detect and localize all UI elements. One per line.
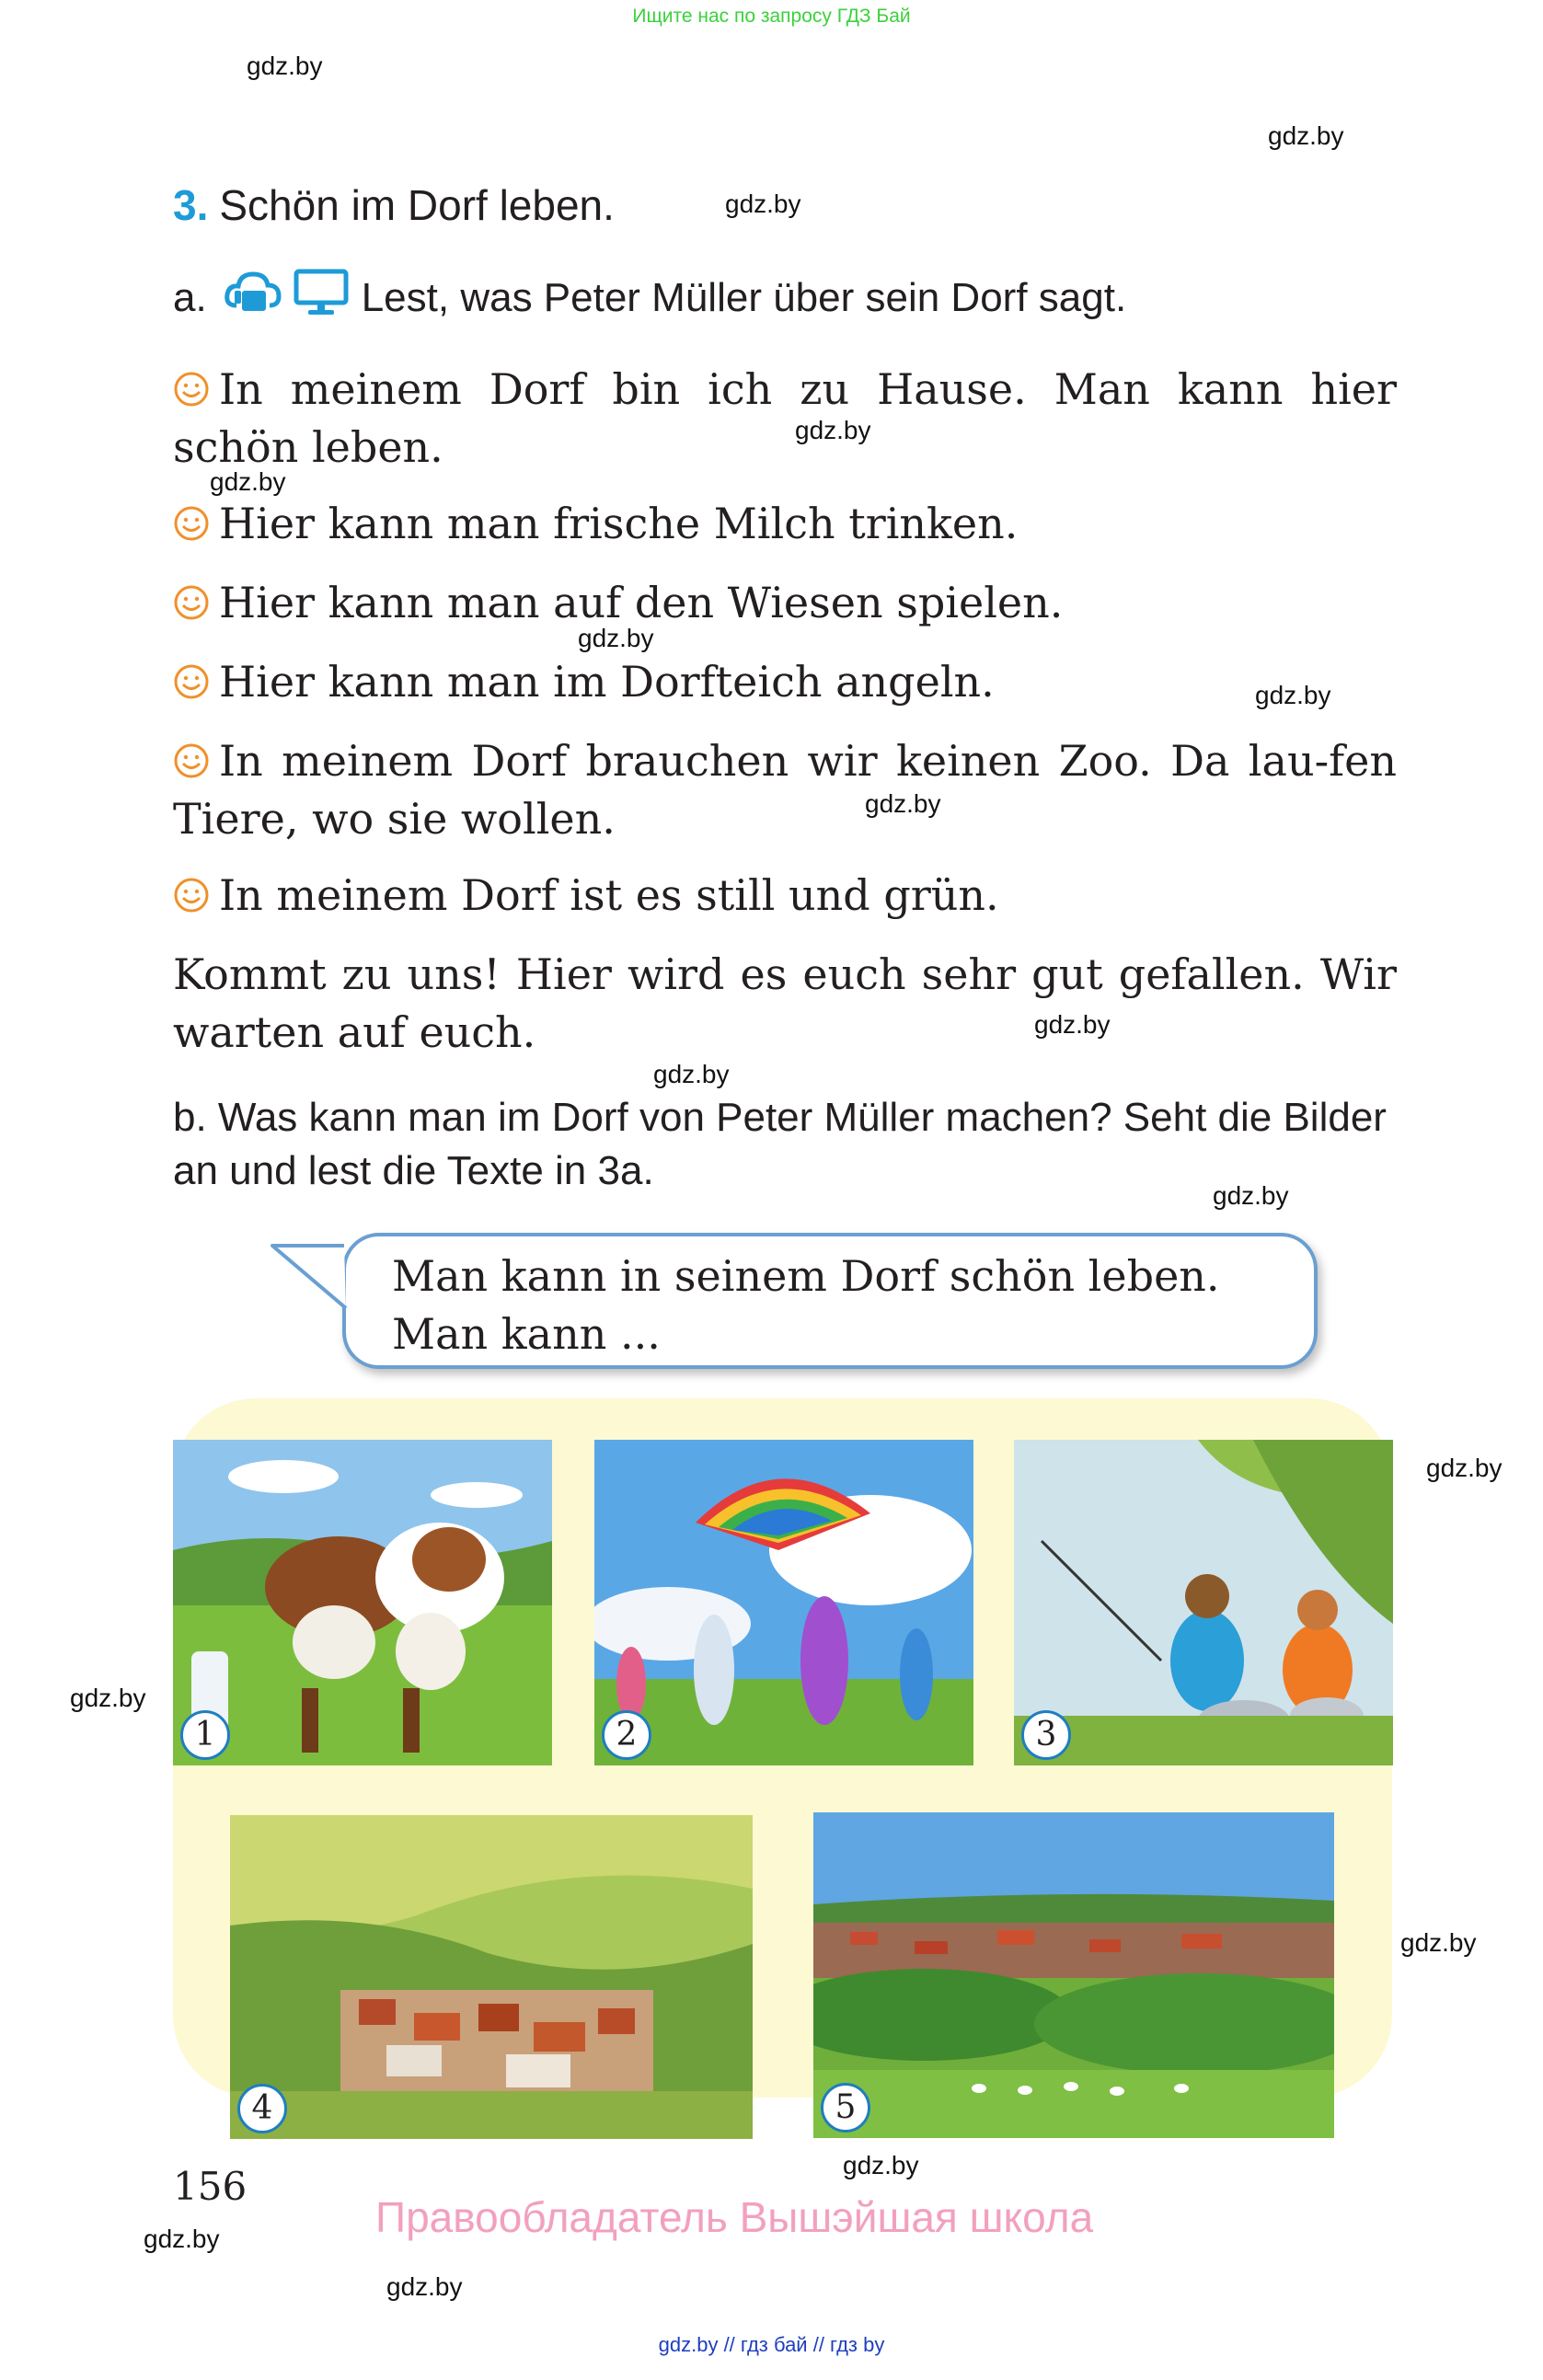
smiley-icon: [173, 877, 210, 914]
watermark: gdz.by: [1426, 1454, 1503, 1482]
statement-text: Hier kann man auf den Wiesen spielen.: [219, 578, 1064, 627]
kite-image: [594, 1440, 973, 1765]
watermark: gdz.by: [865, 789, 941, 818]
bubble-line-1: Man kann in seinem Dorf schön leben.: [392, 1251, 1220, 1301]
closing-text: Kommt zu uns! Hier wird es euch sehr gut gefallen. Wir warten auf euch.: [173, 949, 1397, 1057]
watermark: gdz.by: [725, 190, 801, 218]
exercise-title: Schön im Dorf leben.: [219, 181, 615, 229]
picture-number-badge: 4: [237, 2084, 287, 2133]
speech-bubble: [342, 1233, 1318, 1369]
watermark: gdz.by: [70, 1684, 146, 1712]
village-valley-image: [230, 1815, 753, 2139]
watermark: gdz.by: [1034, 1010, 1111, 1039]
statement-4: [173, 653, 1397, 711]
picture-3: [1014, 1440, 1393, 1765]
watermark: gdz.by: [795, 416, 871, 444]
copyright-notice: Правообладатель Вышэйшая школа: [375, 2193, 1094, 2241]
watermark: gdz.by: [210, 467, 286, 496]
picture-2: [594, 1440, 973, 1765]
statement-text: In meinem Dorf bin ich zu Hause. Man kann hier schön leben.: [173, 364, 1397, 472]
picture-5: [813, 1812, 1334, 2138]
watermark: gdz.by: [247, 52, 323, 80]
statement-text: In meinem Dorf ist es still und grün.: [219, 870, 999, 920]
picture-number-badge: 1: [180, 1710, 230, 1760]
picture-number-badge: 2: [602, 1710, 651, 1760]
part-a-letter: a.: [173, 274, 207, 320]
watermark: gdz.by: [1400, 1928, 1477, 1957]
statement-text: Hier kann man im Dorfteich angeln.: [219, 657, 995, 707]
statement-3: [173, 574, 1397, 632]
cloud-headphones-icon[interactable]: [224, 269, 284, 327]
picture-number-badge: 5: [821, 2083, 870, 2133]
watermark: gdz.by: [843, 2151, 919, 2179]
smiley-icon: [173, 663, 210, 700]
watermark: gdz.by: [1255, 681, 1331, 709]
watermark: gdz.by: [578, 624, 654, 652]
smiley-icon: [173, 505, 210, 542]
cows-image: [173, 1440, 552, 1765]
statement-text: Hier kann man frische Milch trinken.: [219, 499, 1019, 548]
smiley-icon: [173, 371, 210, 408]
top-banner: Ищите нас по запросу ГДЗ Бай: [632, 6, 911, 27]
watermark: gdz.by: [144, 2225, 220, 2253]
part-b-instruction: b. Was kann man im Dorf von Peter Müller machen? Seht die Bilder an und lest die Texte in 3a.: [173, 1095, 1387, 1193]
footer-links[interactable]: gdz.by // гдз бай // гдз by: [658, 2333, 885, 2356]
watermark: gdz.by: [386, 2272, 463, 2301]
exercise-heading: [173, 180, 615, 230]
statement-6: [173, 867, 1397, 925]
picture-1: [173, 1440, 552, 1765]
part-a-text: Lest, was Peter Müller über sein Dorf sagt.: [361, 274, 1127, 320]
statement-text: In meinem Dorf brauchen wir keinen Zoo. Da lau-fen Tiere, wo sie wollen.: [173, 736, 1397, 844]
page-number: 156: [173, 2164, 248, 2209]
watermark: gdz.by: [1268, 121, 1344, 150]
bubble-line-2: Man kann ...: [392, 1309, 661, 1359]
exercise-number: 3.: [173, 181, 209, 229]
bubble-tail: [269, 1242, 351, 1316]
picture-4: [230, 1815, 753, 2139]
part-a-instruction: [173, 269, 1126, 327]
statement-2: [173, 495, 1397, 553]
statement-5: [173, 732, 1397, 848]
smiley-icon: [173, 584, 210, 621]
statement-1: [173, 361, 1397, 477]
monitor-icon[interactable]: [294, 269, 349, 327]
watermark: gdz.by: [653, 1060, 730, 1088]
fishing-image: [1014, 1440, 1393, 1765]
watermark: gdz.by: [1213, 1181, 1289, 1210]
village-meadow-image: [813, 1812, 1334, 2138]
picture-number-badge: 3: [1021, 1710, 1071, 1760]
smiley-icon: [173, 742, 210, 779]
